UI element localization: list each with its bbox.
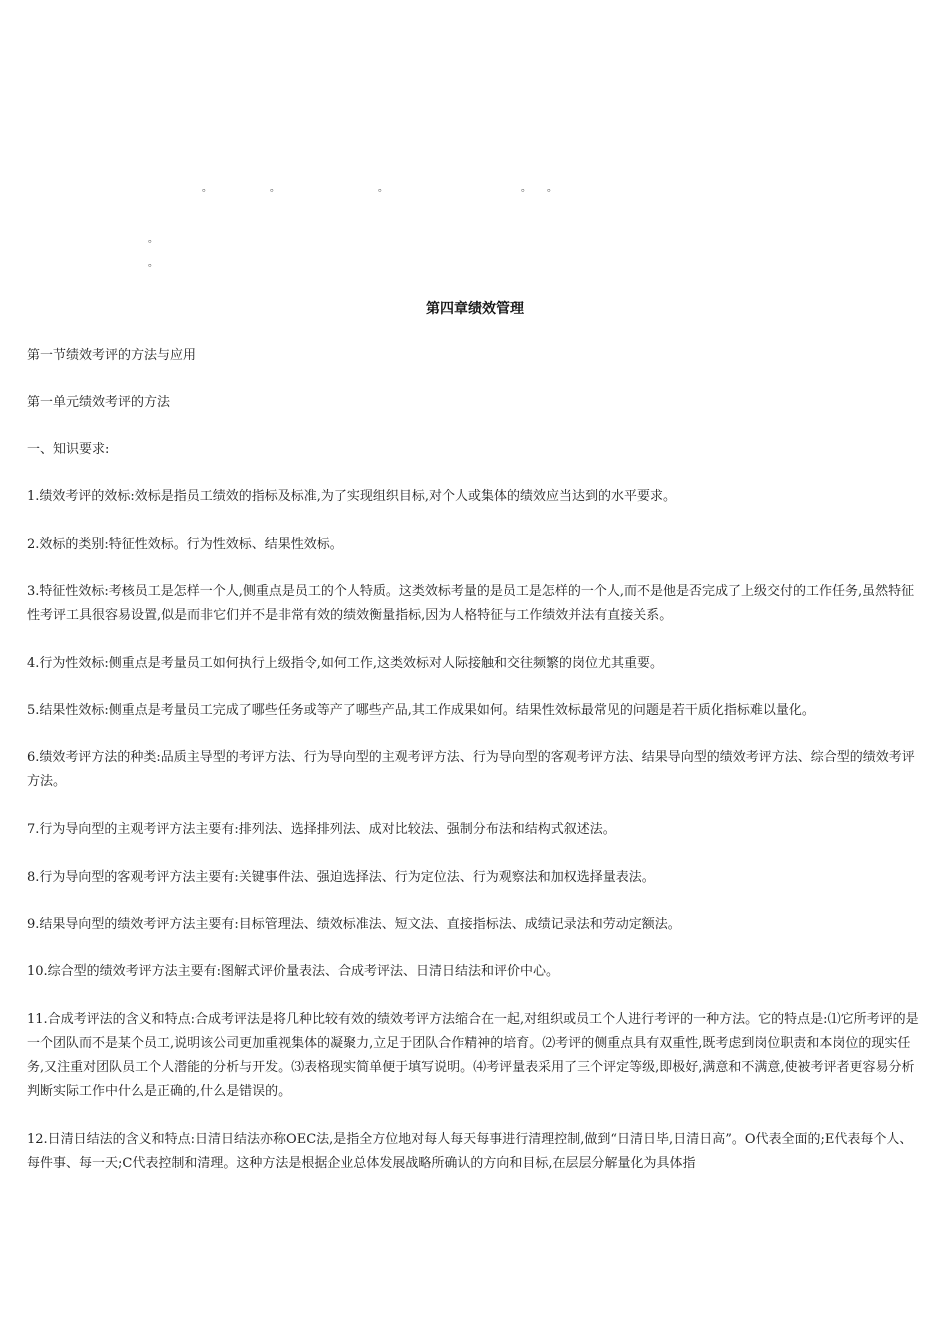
section-heading: 第一节绩效考评的方法与应用 bbox=[27, 348, 197, 363]
paragraph-item: 5.结果性效标:侧重点是考量员工完成了哪些任务或等产了哪些产品,其工作成果如何。结果性效标最常见的问题是若干质化指标难以量化。 bbox=[27, 703, 815, 718]
stray-mark: 。 bbox=[547, 183, 557, 194]
paragraph-item: 1.绩效考评的效标:效标是指员工绩效的指标及标准,为了实现组织目标,对个人或集体的绩效应当达到的水平要求。 bbox=[27, 489, 677, 504]
knowledge-heading: 一、知识要求: bbox=[27, 442, 110, 457]
paragraph-item: 7.行为导向型的主观考评方法主要有:排列法、选择排列法、成对比较法、强制分布法和结构式叙述法。 bbox=[27, 822, 616, 837]
paragraph-item: 9.结果导向型的绩效考评方法主要有:目标管理法、绩效标准法、短文法、直接指标法、成绩记录法和劳动定额法。 bbox=[27, 917, 681, 932]
unit-heading: 第一单元绩效考评的方法 bbox=[27, 395, 171, 410]
stray-mark: 。 bbox=[148, 234, 158, 245]
chapter-title: 第四章绩效管理 bbox=[426, 301, 524, 317]
stray-mark: 。 bbox=[270, 183, 280, 194]
paragraph-item: 8.行为导向型的客观考评方法主要有:关键事件法、强迫选择法、行为定位法、行为观察法和加权选择量表法。 bbox=[27, 870, 655, 885]
stray-mark: 。 bbox=[521, 183, 531, 194]
stray-mark: 。 bbox=[148, 258, 158, 269]
paragraph-item: 12.日清日结法的含义和特点:日清日结法亦称OEC法,是指全方位地对每人每天每事进行清理控制,做到“日清日毕,日清日高”。O代表全面的;E代表每个人、每件事、每一天;C代表控制和清理。这种方法是根据企业总体发展战略所确认的方向和目标,在层层分解量化为具体指 bbox=[27, 1132, 913, 1171]
paragraph-item: 2.效标的类别:特征性效标。行为性效标、结果性效标。 bbox=[27, 537, 343, 552]
stray-mark: 。 bbox=[202, 183, 212, 194]
paragraph-item: 3.特征性效标:考核员工是怎样一个人,侧重点是员工的个人特质。这类效标考量的是员工是怎样的一个人,而不是他是否完成了上级交付的工作任务,虽然特征性考评工具很容易设置,似是而非它们并不是非常有效的绩效衡量指标,因为人格特征与工作绩效并法有直接关系。 bbox=[27, 584, 915, 623]
paragraph-item: 10.综合型的绩效考评方法主要有:图解式评价量表法、合成考评法、日清日结法和评价中心。 bbox=[27, 964, 560, 979]
stray-mark: 。 bbox=[378, 183, 388, 194]
paragraph-item: 4.行为性效标:侧重点是考量员工如何执行上级指令,如何工作,这类效标对人际接触和交往频繁的岗位尤其重要。 bbox=[27, 656, 664, 671]
paragraph-item: 11.合成考评法的含义和特点:合成考评法是将几种比较有效的绩效考评方法缩合在一起,对组织或员工个人进行考评的一种方法。它的特点是:⑴它所考评的是一个团队而不是某个员工,说明该公司更加重视集体的凝聚力,立足于团队合作精神的培育。⑵考评的侧重点具有双重性,既考虑到岗位职责和本岗位的现实任务,又注重对团队员工个人潜能的分析与开发。⑶表格现实简单便于填写说明。⑷考评量表采用了三个评定等级,即极好,满意和不满意,使被考评者更容易分析判断实际工作中什么是正确的,什么是错误的。 bbox=[27, 1012, 919, 1099]
paragraph-item: 6.绩效考评方法的种类:品质主导型的考评方法、行为导向型的主观考评方法、行为导向型的客观考评方法、结果导向型的绩效考评方法、综合型的绩效考评方法。 bbox=[27, 750, 915, 789]
